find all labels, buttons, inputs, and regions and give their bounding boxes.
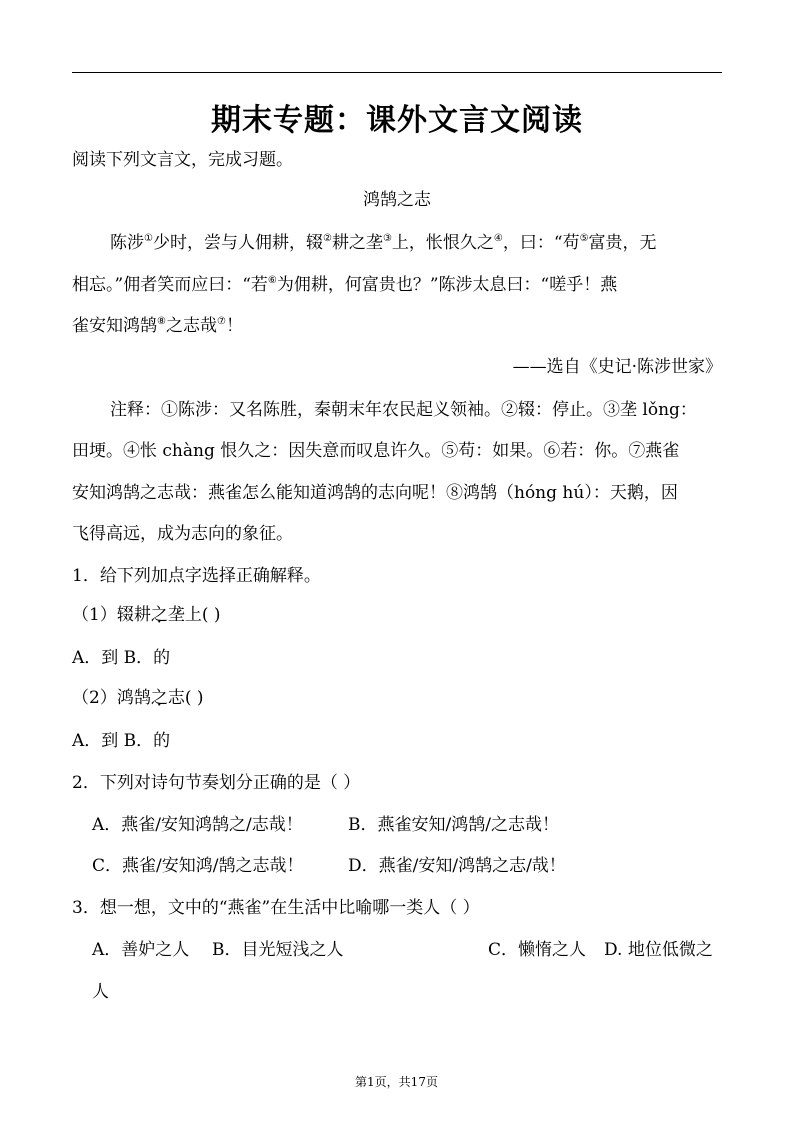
footnote-marker: ① — [144, 233, 153, 244]
dotted-char: 之 — [150, 605, 168, 625]
text-span: （1）辍耕 — [72, 605, 151, 625]
question-3-option-a: A．善妒之人 — [92, 940, 190, 960]
text-span: （2）鸿鹄 — [72, 688, 151, 708]
text-span: 富贵，无 — [588, 233, 657, 253]
question-2-option-c: C．燕雀/安知鸿/鹄之志哉！ — [92, 856, 304, 876]
footnote-marker: ⑤ — [579, 233, 589, 244]
passage-line-3 — [72, 316, 243, 339]
question-3-option-b: B．目光短浅之人 — [212, 940, 344, 960]
text-span: 相忘。”佣者笑而应曰：“若 — [72, 275, 268, 295]
question-2: 2．下列对诗句节奏划分正确的是（ ） — [72, 773, 361, 793]
passage-line-2 — [72, 275, 617, 298]
text-span: ，曰：“苟 — [502, 233, 580, 253]
text-span: 少时，尝与人佣耕，辍 — [152, 233, 323, 253]
notes-line-2: 田埂。④怅 chàng 恨久之：因失意而叹息许久。⑤苟：如果。⑥若：你。⑦燕雀 — [72, 441, 680, 461]
question-3-option-c: C．懒惰之人 — [488, 940, 587, 960]
text-span: ！ — [225, 316, 243, 336]
question-3: 3．想一想，文中的“燕雀”在生活中比喻哪一类人（ ） — [72, 898, 480, 918]
question-1-2 — [72, 688, 204, 708]
instruction-text: 阅读下列文言文，完成习题。 — [72, 150, 293, 170]
text-span: 耕之垄 — [331, 233, 383, 253]
passage-source: ——选自《史记·陈涉世家》 — [512, 357, 722, 377]
question-2-option-d: D．燕雀/安知/鸿鹄之志/哉！ — [348, 856, 566, 876]
dotted-char: 之 — [150, 688, 168, 708]
text-span: 雀安知鸿鹄 — [72, 316, 157, 336]
footnote-marker: ⑥ — [267, 275, 277, 286]
footnote-marker: ⑦ — [216, 316, 226, 327]
footnote-marker: ② — [322, 233, 332, 244]
text-span: 之志哉 — [165, 316, 217, 336]
text-span: 上，怅恨久之 — [391, 233, 494, 253]
question-1: 1．给下列加点字选择正确解释。 — [72, 566, 321, 586]
text-span: 垄上( ) — [167, 605, 221, 625]
notes-line-3: 安知鸿鹄之志哉：燕雀怎么能知道鸿鹄的志向呢！⑧鸿鹄（hóng hú）：天鹅，因 — [72, 483, 678, 503]
notes-line-1: 注释：①陈涉：又名陈胜，秦朝末年农民起义领袖。②辍：停止。③垄 lǒng： — [110, 400, 697, 420]
page-footer: 第1页，共17页 — [355, 1075, 438, 1089]
text-span: 志( ) — [167, 688, 204, 708]
page-title: 期末专题：课外文言文阅读 — [211, 103, 583, 138]
footnote-marker: ⑧ — [157, 316, 166, 327]
question-3-continuation: 人 — [92, 982, 109, 1002]
passage-line-1 — [110, 233, 657, 256]
footnote-marker: ④ — [493, 233, 503, 244]
text-span: 为佣耕，何富贵也？”陈涉太息曰：“嗟乎！燕 — [276, 275, 618, 295]
question-1-2-options: A．到 B．的 — [72, 731, 171, 751]
question-2-option-a: A．燕雀/安知鸿鹄之/志哉！ — [92, 815, 303, 835]
header-rule — [72, 72, 722, 73]
footnote-marker: ③ — [382, 233, 392, 244]
question-3-option-d: D. 地位低微之 — [604, 940, 713, 960]
passage-heading: 鸿鹄之志 — [363, 190, 431, 210]
question-1-1 — [72, 605, 221, 625]
text-span: 陈涉 — [110, 233, 144, 253]
notes-line-4: 飞得高远，成为志向的象征。 — [72, 524, 293, 544]
question-1-1-options: A．到 B．的 — [72, 648, 171, 668]
question-2-option-b: B．燕雀安知/鸿鹄/之志哉！ — [348, 815, 559, 835]
